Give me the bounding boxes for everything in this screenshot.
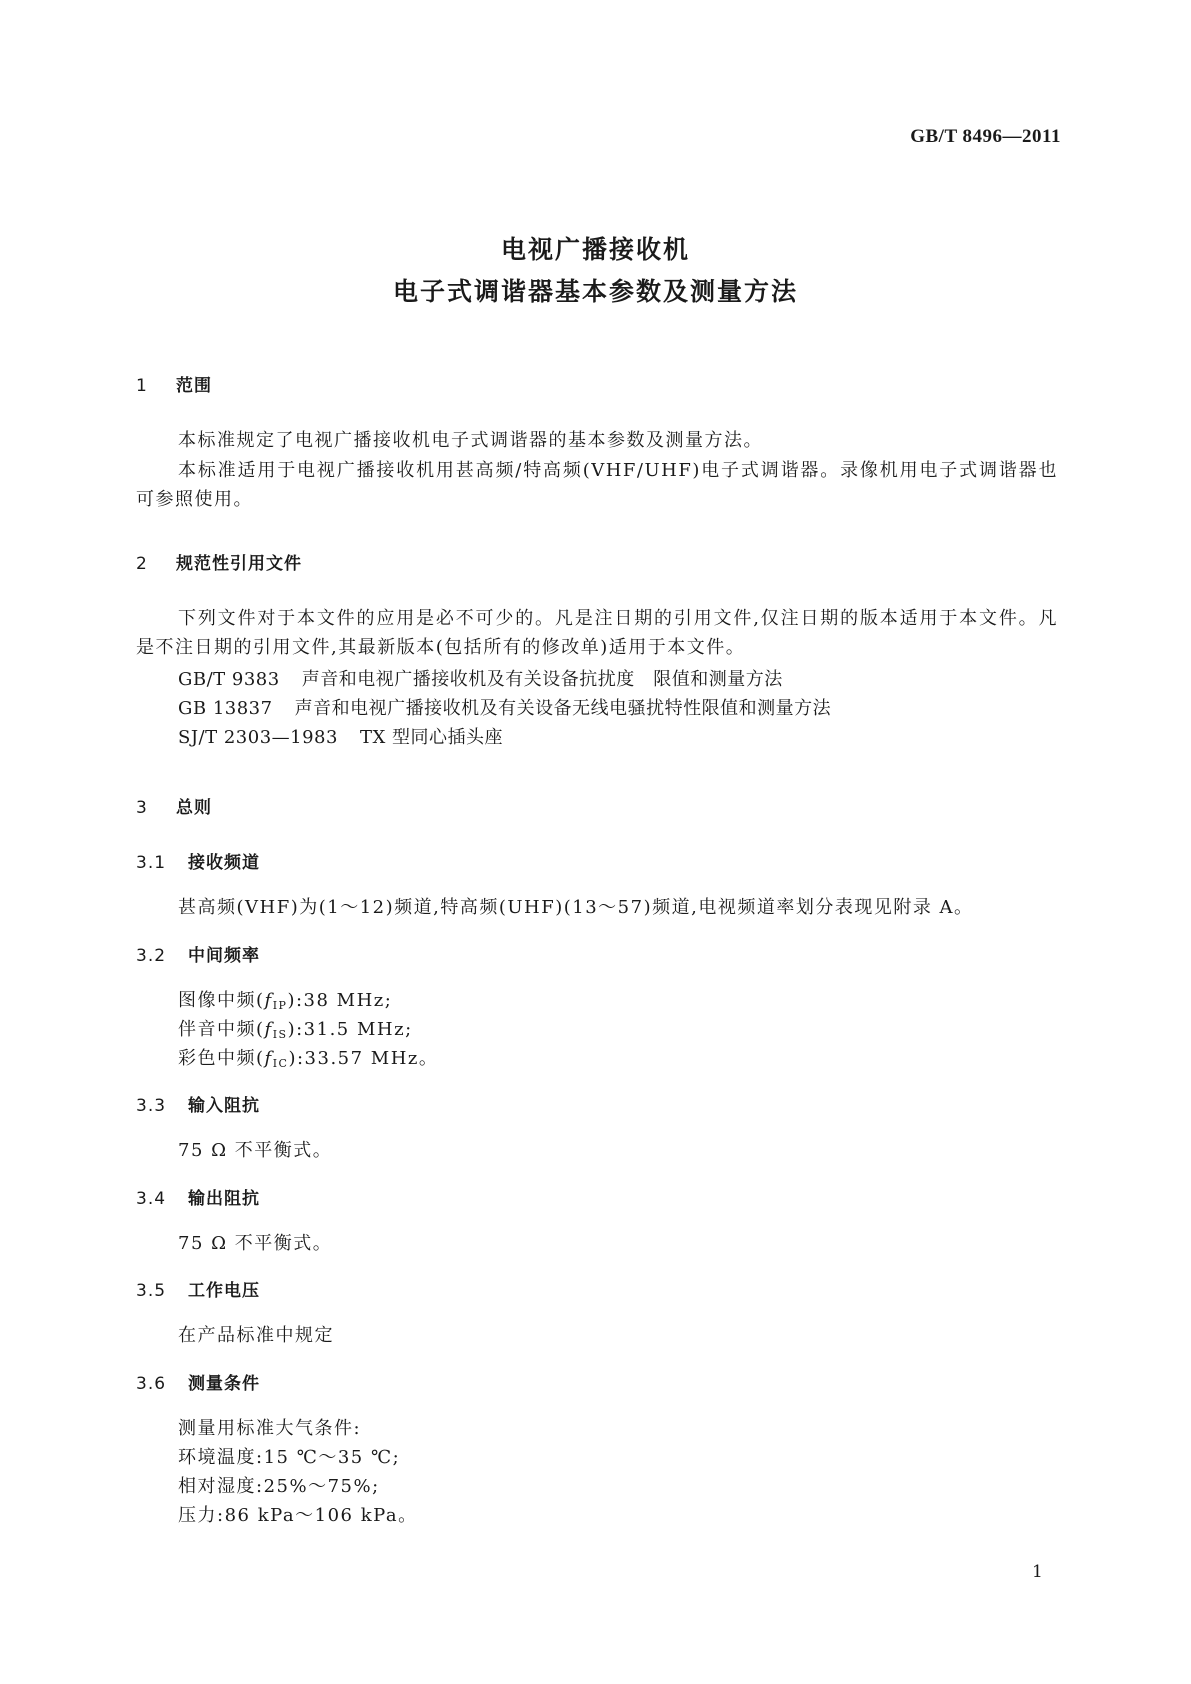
reference-title: 声音和电视广播接收机及有关设备无线电骚扰特性限值和测量方法 [294,698,832,719]
subsection-3-3-heading [136,1091,260,1116]
measurement-condition-line: 测量用标准大气条件: [178,1418,362,1439]
section-number: 3.6 [136,1374,167,1394]
document-title-line-1: 电视广播接收机 [500,235,690,264]
document-title-line-2: 电子式调谐器基本参数及测量方法 [392,277,798,306]
subsection-3-2-heading [136,941,260,966]
normative-reference [178,723,503,749]
frequency-symbol: f [264,1048,273,1069]
section-title: 规范性引用文件 [176,554,302,574]
section-1-paragraph-2: 本标准适用于电视广播接收机用甚高频/特高频(VHF/UHF)电子式调谐器。录像机用电子式调谐器也可参照使用。 [136,460,1058,510]
section-title: 工作电压 [188,1281,260,1301]
intermediate-frequency-item [178,986,392,1012]
section-number: 3.4 [136,1189,167,1209]
section-title: 测量条件 [188,1374,260,1394]
section-number: 2 [136,554,148,574]
intermediate-frequency-item [178,1015,413,1041]
normative-reference [178,665,783,691]
item-value: ):31.5 MHz; [287,1019,413,1040]
item-value: ):38 MHz; [287,990,393,1011]
subsection-3-3-text: 75 Ω 不平衡式。 [178,1140,333,1161]
item-label: 图像中频( [178,990,265,1011]
reference-title: 声音和电视广播接收机及有关设备抗扰度 限值和测量方法 [301,669,783,690]
section-1-paragraph-1: 本标准规定了电视广播接收机电子式调谐器的基本参数及测量方法。 [178,430,763,451]
subsection-3-4-heading [136,1184,260,1209]
subsection-3-1-heading [136,848,260,873]
frequency-symbol: f [264,990,273,1011]
page-number: 1 [1032,1562,1043,1582]
frequency-subscript: IS [272,1028,288,1041]
reference-code: GB 13837 [178,698,273,719]
frequency-subscript: IP [272,999,288,1012]
section-number: 3.5 [136,1281,167,1301]
section-2-heading [136,549,302,574]
item-value: ):33.57 MHz。 [288,1048,439,1069]
subsection-3-1-text: 甚高频(VHF)为(1～12)频道,特高频(UHF)(13～57)频道,电视频道率划分表现见附录 A。 [178,897,974,918]
section-3-heading [136,793,212,818]
item-label: 伴音中频( [178,1019,265,1040]
section-number: 3.3 [136,1096,167,1116]
measurement-condition-line: 相对湿度:25%～75%; [178,1476,380,1497]
measurement-condition-line: 压力:86 kPa～106 kPa。 [178,1505,418,1526]
section-title: 接收频道 [188,853,260,873]
section-number: 3 [136,798,148,818]
section-title: 范围 [176,376,212,396]
subsection-3-4-text: 75 Ω 不平衡式。 [178,1233,333,1254]
section-title: 总则 [176,798,212,818]
subsection-3-6-heading [136,1369,260,1394]
reference-code: SJ/T 2303—1983 [178,727,338,748]
normative-reference [178,694,831,720]
item-label: 彩色中频( [178,1048,265,1069]
section-title: 中间频率 [188,946,260,966]
section-2-paragraph-1: 下列文件对于本文件的应用是必不可少的。凡是注日期的引用文件,仅注日期的版本适用于本文件。凡是不注日期的引用文件,其最新版本(包括所有的修改单)适用于本文件。 [136,608,1058,658]
reference-code: GB/T 9383 [178,669,280,690]
subsection-3-5-text: 在产品标准中规定 [178,1325,334,1346]
section-1-heading [136,371,212,396]
reference-title: TX 型同心插头座 [359,727,504,748]
intermediate-frequency-item [178,1044,438,1070]
section-number: 3.1 [136,853,167,873]
measurement-condition-line: 环境温度:15 ℃～35 ℃; [178,1447,401,1468]
frequency-symbol: f [264,1019,273,1040]
section-title: 输出阻抗 [188,1189,260,1209]
section-number: 3.2 [136,946,167,966]
standard-code: GB/T 8496—2011 [910,126,1061,147]
section-number: 1 [136,376,148,396]
section-title: 输入阻抗 [188,1096,260,1116]
subsection-3-5-heading [136,1276,260,1301]
frequency-subscript: IC [272,1057,289,1070]
